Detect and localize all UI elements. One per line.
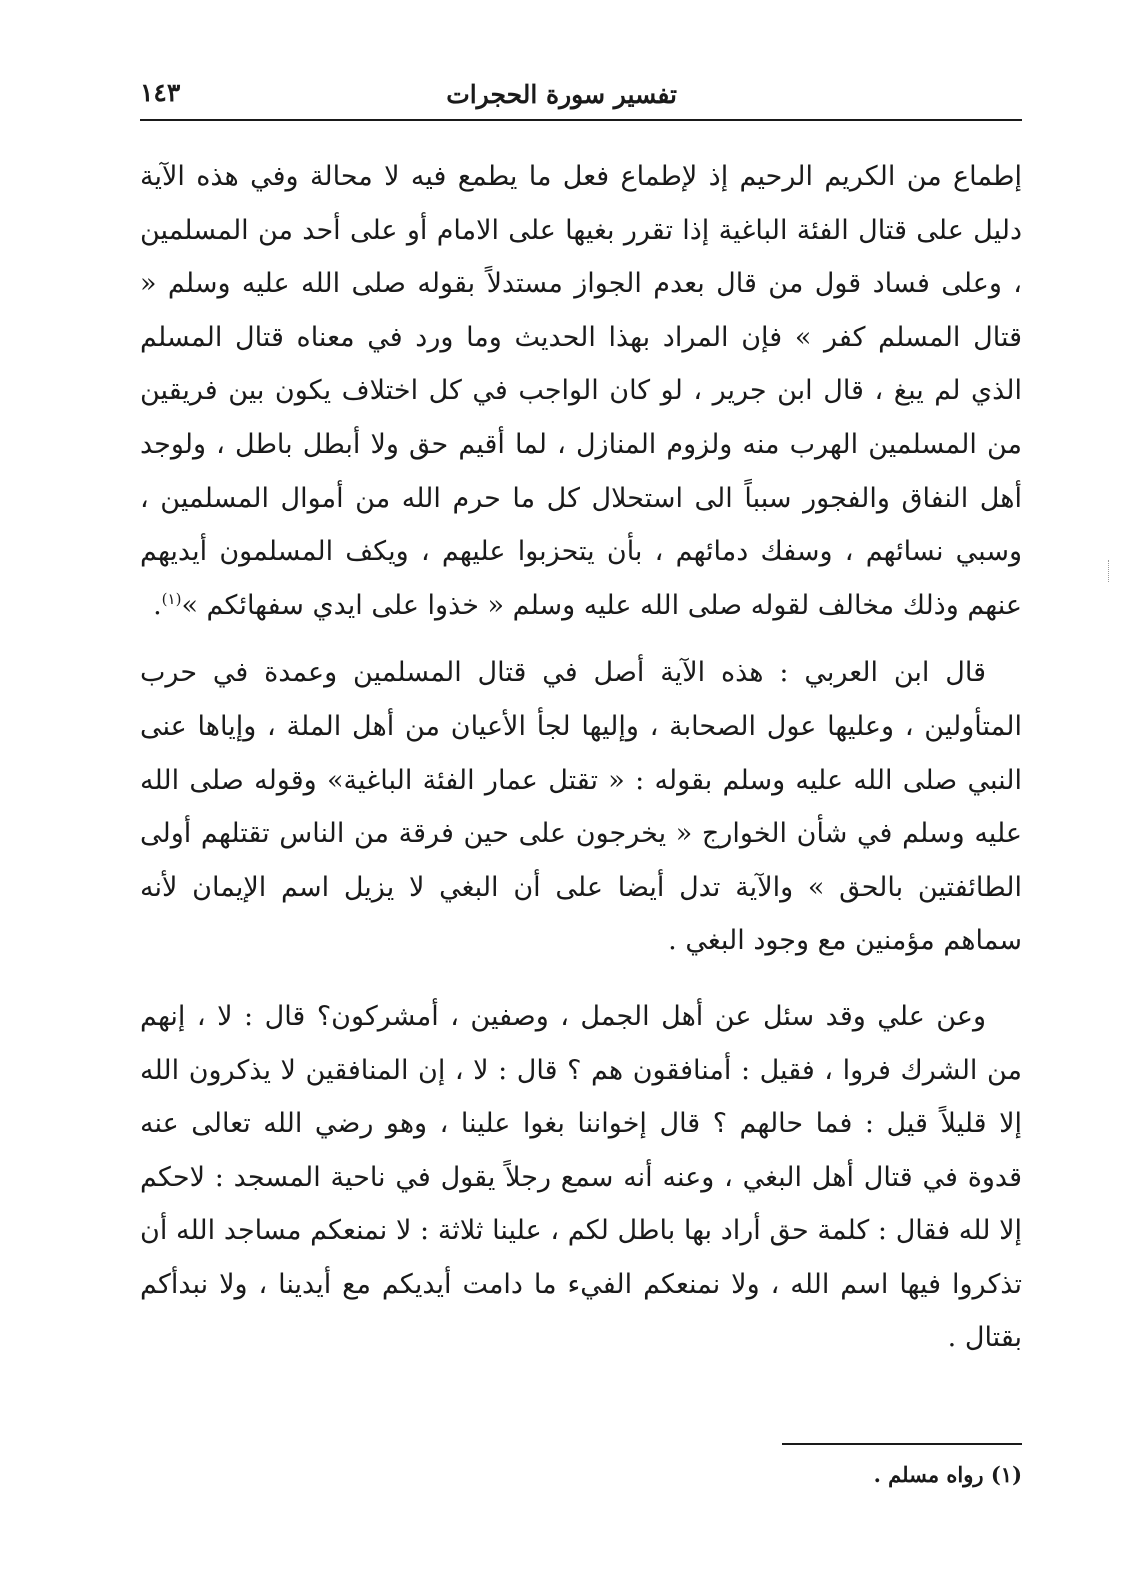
footnote-text: (١) رواه مسلم . — [873, 1462, 1022, 1487]
main-text — [140, 150, 1022, 1365]
footnote-rule — [782, 1443, 1022, 1445]
paragraph-3: وعن علي وقد سئل عن أهل الجمل ، وصفين ، أمشركون؟ قال : لا ، إنهم من الشرك فروا ، فقيل : أمنافقون هم ؟ قال : لا ، إن المنافقين لا يذكرون الله إلا قليلاً قيل : فما حالهم ؟ قال إخواننا بغوا علينا ، وهو رضي الله تعالى عنه قدوة في قتال أهل البغي ، وعنه أنه سمع رجلاً يقول في ناحية المسجد : لاحكم إلا لله فقال : كلمة حق أراد بها باطل لكم ، علينا ثلاثة : لا نمنعكم مساجد الله أن تذكروا فيها اسم الله ، ولا نمنعكم الفيء ما دامت أيديكم مع أيدينا ، ولا نبدأكم بقتال . — [140, 1000, 1022, 1354]
scan-gutter-mark — [1108, 560, 1113, 582]
paragraph-2: قال ابن العربي : هذه الآية أصل في قتال المسلمين وعمدة في حرب المتأولين ، وعليها عول الصحابة ، وإليها لجأ الأعيان من أهل الملة ، وإياها عنى النبي صلى الله عليه وسلم بقوله : « تقتل عمار الفئة الباغية» وقوله صلى الله عليه وسلم في شأن الخوارج « يخرجون على حين فرقة من الناس تقتلهم أولى الطائفتين بالحق » والآية تدل أيضا على أن البغي لا يزيل اسم الإيمان لأنه سماهم مؤمنين مع وجود البغي . — [140, 657, 1022, 957]
page-number: ١٤٣ — [140, 78, 181, 107]
chapter-title: تفسير سورة الحجرات — [446, 80, 677, 109]
paragraph-1: إطماع من الكريم الرحيم إذ لإطماع فعل ما يطمع فيه لا محالة وفي هذه الآية دليل على قتال الفئة الباغية إذا تقرر بغيها على الامام أو على أحد من المسلمين ، وعلى فساد قول من قال بعدم الجواز مستدلاً بقوله صلى الله عليه وسلم « قتال المسلم كفر » فإن المراد بهذا الحديث وما ورد في معناه قتال المسلم الذي لم يبغ ، قال ابن جرير ، لو كان الواجب في كل اختلاف يكون بين فريقين من المسلمين الهرب منه ولزوم المنازل ، لما أقيم حق ولا أبطل باطل ، ولوجد أهل النفاق والفجور سبباً الى استحلال كل ما حرم الله من أموال المسلمين ، وسبي نسائهم ، وسفك دمائهم ، بأن يتحزبوا عليهم ، ويكف المسلمون أيديهم عنهم وذلك مخالف لقوله صلى الله عليه وسلم « خذوا على ايدي سفهائكم »$^{(١)}$. — [140, 161, 1022, 621]
header-rule — [140, 119, 1022, 121]
running-header — [140, 72, 1022, 116]
paragraph-1-text: إطماع من الكريم الرحيم إذ لإطماع فعل ما يطمع فيه لا محالة وفي هذه الآية دليل على قتال الفئة الباغية إذا تقرر بغيها على الامام أو على أحد من المسلمين ، وعلى فساد قول من قال بعدم الجواز مستدلاً بقوله صلى الله عليه وسلم « قتال المسلم كفر » فإن المراد بهذا الحديث وما ورد في معناه قتال المسلم الذي لم يبغ ، قال ابن جرير ، لو كان الواجب في كل اختلاف يكون بين فريقين من المسلمين الهرب منه ولزوم المنازل ، لما أقيم حق ولا أبطل باطل ، ولوجد أهل النفاق والفجور سبباً الى استحلال كل ما حرم الله من أموال المسلمين ، وسبي نسائهم ، وسفك دمائهم ، بأن يتحزبوا عليهم ، ويكف المسلمون أيديهم عنهم وذلك مخالف لقوله صلى الله عليه وسلم « خذوا على ايدي سفهائكم » — [140, 161, 1022, 621]
footnote-reference: (١) — [161, 589, 182, 608]
